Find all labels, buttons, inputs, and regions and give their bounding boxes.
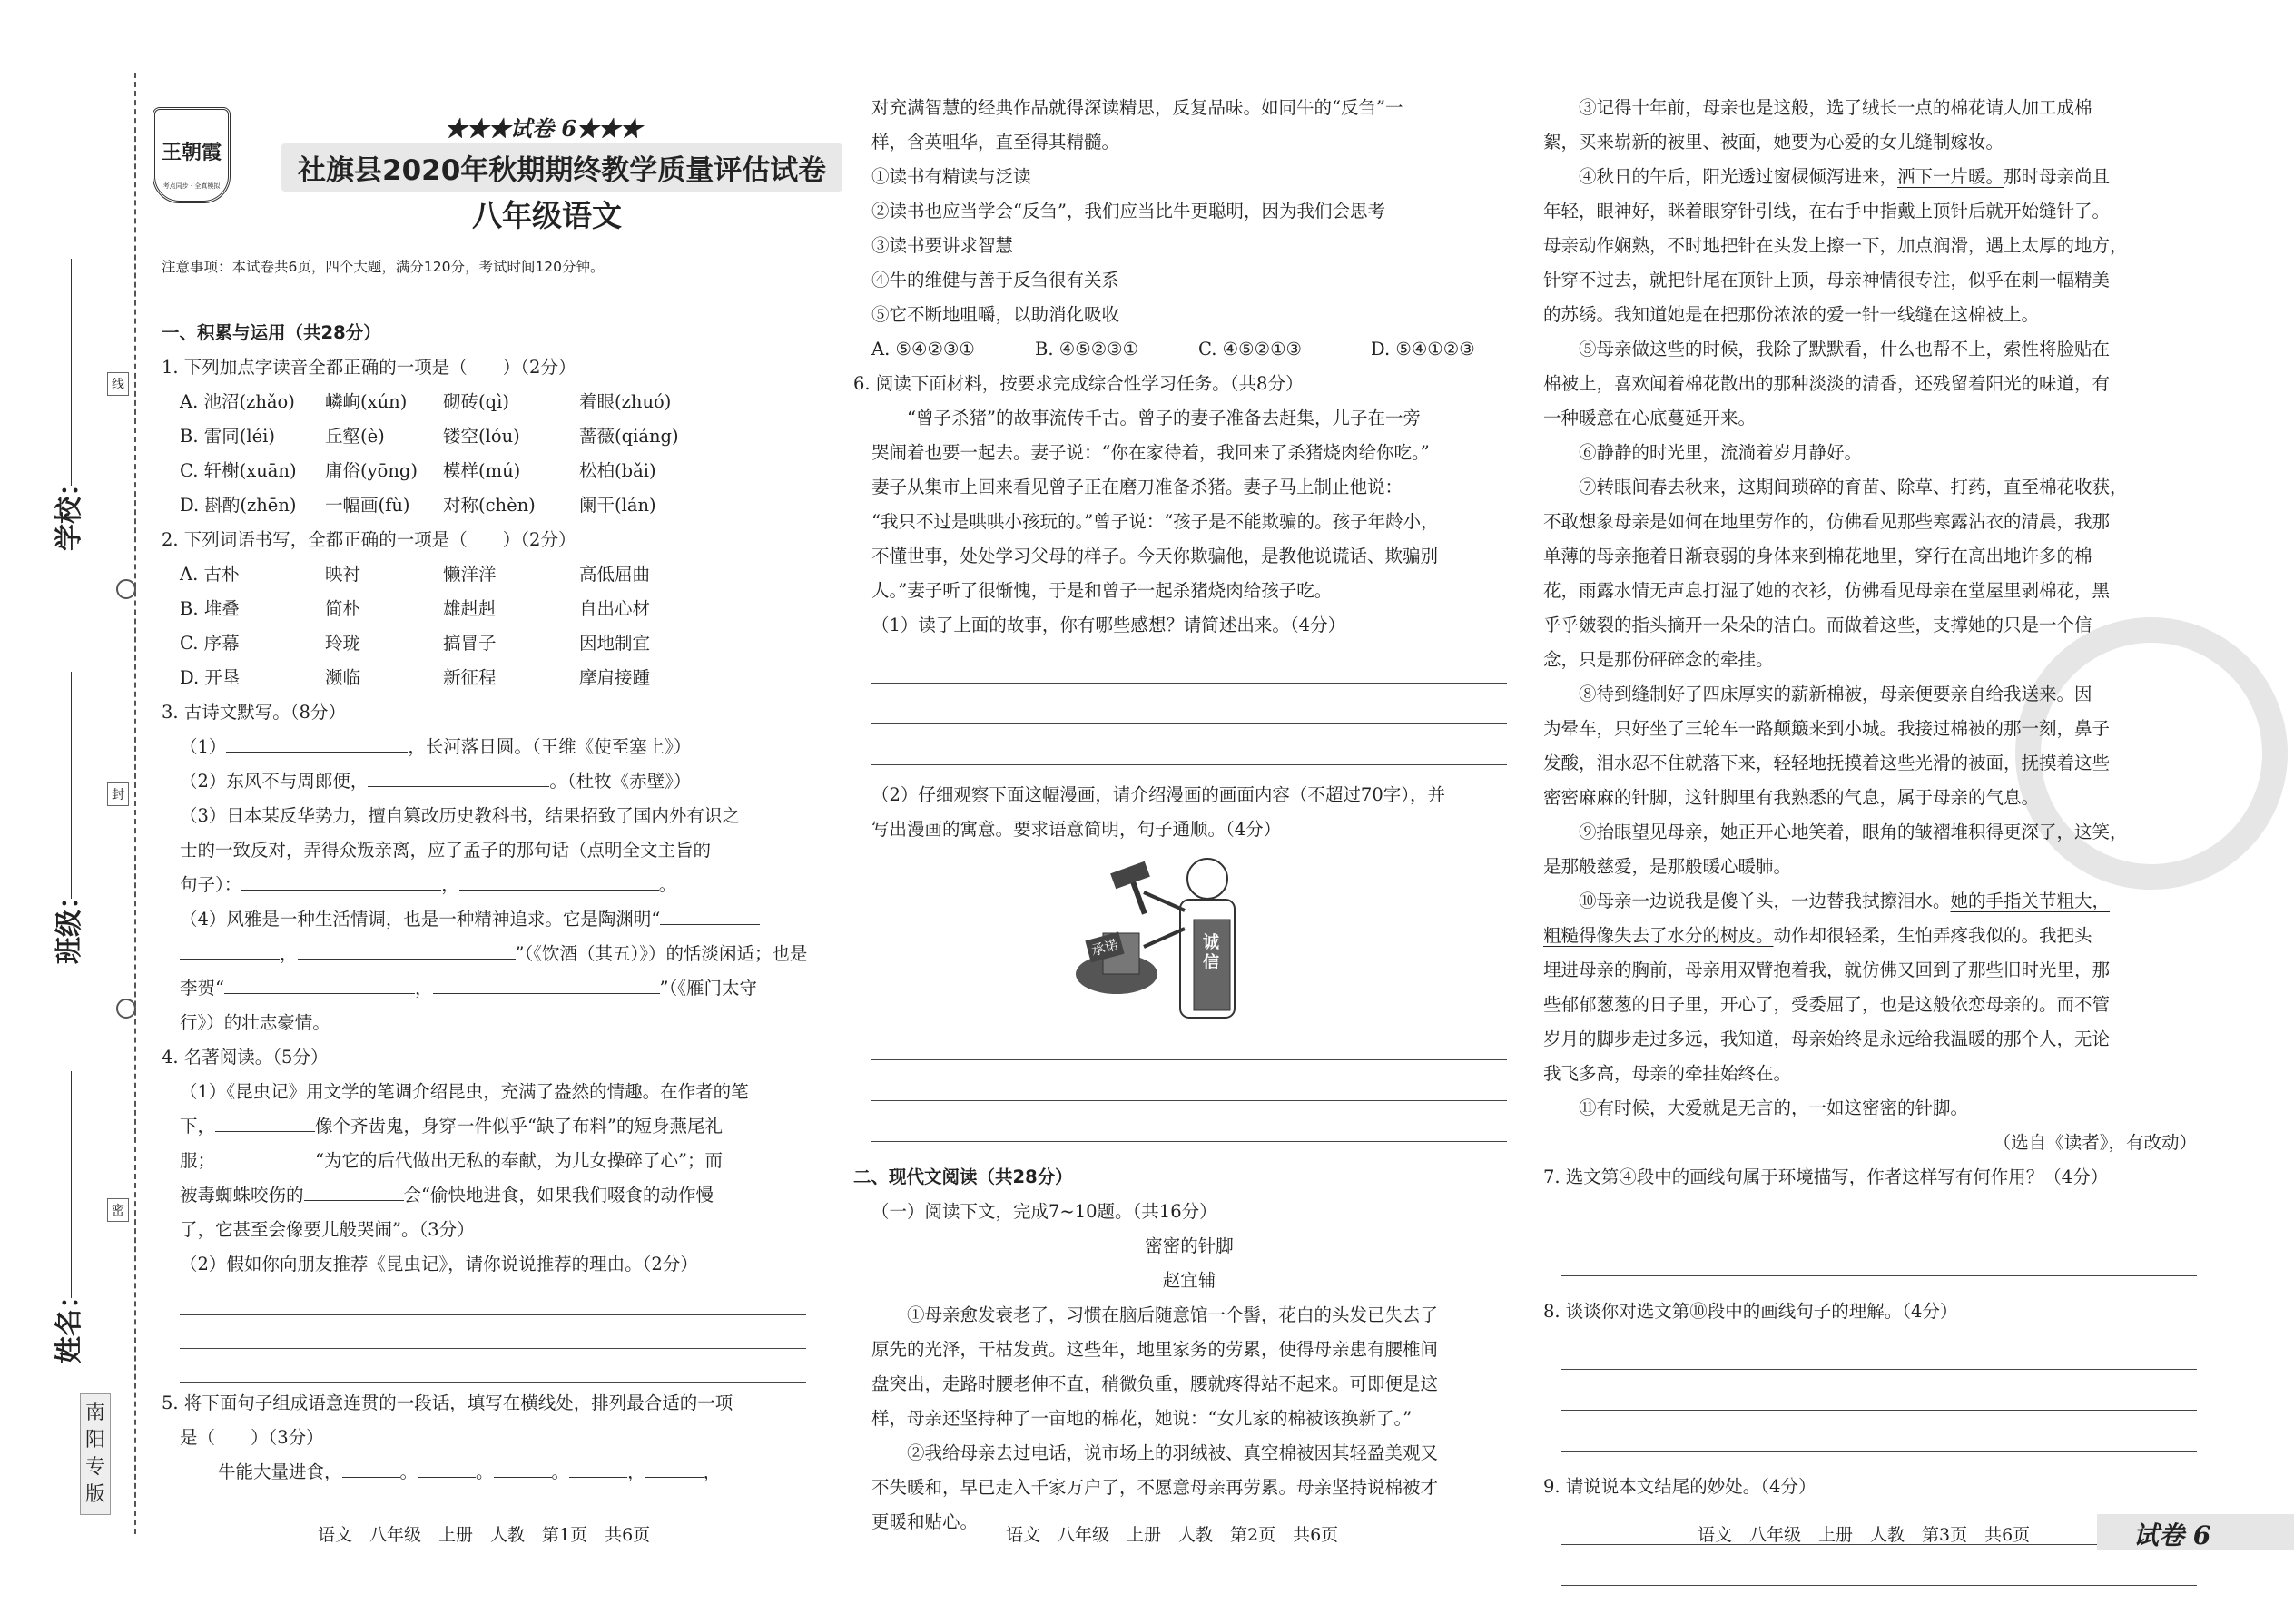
q4-line2: 下， 像个齐齿鬼，身穿一件似乎“缺了布料”的短身燕尾礼 [180, 1109, 806, 1144]
q5-stem2: 是（ ）（3分） [180, 1427, 324, 1448]
cut-line [134, 73, 136, 1534]
q3-line3: （3）日本某反华势力，擅自篡改历史教科书，结果招致了国内外有识之 [180, 805, 740, 826]
q5-items [871, 160, 1507, 332]
answer-line[interactable] [1561, 1329, 2197, 1370]
seal-circle [116, 999, 136, 1019]
answer-blank[interactable] [226, 730, 408, 753]
essay-author: 赵宜辅 [1162, 1270, 1216, 1291]
answer-line[interactable] [180, 1315, 806, 1349]
q3-line3c: 句子）： ， 。 [180, 868, 806, 902]
name-label: 姓名： [54, 1282, 85, 1363]
page2-column [853, 91, 1507, 1540]
q7: 7. 选文第④段中的画线句属于环境描写，作者这样写有何作用？（4分） [1543, 1166, 2109, 1187]
notice: 注意事项：本试卷共6页，四个大题，满分120分，考试时间120分钟。 [162, 259, 605, 275]
answer-blank[interactable] [298, 937, 516, 960]
q3-line1: （1） ，长河落日圆。（王维《使至塞上》） [180, 730, 806, 764]
answer-line[interactable] [871, 1060, 1507, 1101]
answer-blank[interactable] [459, 868, 659, 891]
footer-page2: 语文 八年级 上册 人教 第2页 共6页 [1006, 1525, 1339, 1545]
exam-tag: ★★★试卷 6★★★ [445, 115, 643, 142]
school-label: 学校： [54, 469, 85, 551]
seal-text-3: 密 [107, 1198, 129, 1222]
choice: A. ⑤④②③① [871, 339, 975, 359]
q3-line4: （4）风雅是一种生活情调，也是一种精神追求。它是陶渊明“ [180, 902, 806, 937]
q8: 8. 谈谈你对选文第⑩段中的画线句子的理解。（4分） [1543, 1301, 1958, 1322]
q6-stem: 6. 阅读下面材料，按要求完成综合性学习任务。（共8分） [853, 373, 1304, 394]
q3-line4c: 李贺“ ， ”（《雁门太守 [180, 971, 806, 1006]
q2-stem: 2. 下列词语书写，全都正确的一项是（ ）（2分） [162, 529, 576, 550]
class-label: 班级： [54, 882, 85, 964]
essay-p9: ⑨抬眼望见母亲，她正开心地笑着，眼角的皱褶堆积得更深了，这笑， 是那般慈爱，是那般暖心暖肺。 [1543, 822, 2128, 877]
q6-passage: “曾子杀猪”的故事流传千古。曾子的妻子准备去赶集，儿子在一旁 哭闹着也要一起去。妻子说：“你在家待着，我回来了杀猪烧肉给你吃。” 妻子从集市上回来看见曾子正在磨刀准备杀猪。妻子马上制止他说： “我只不过是哄哄小孩玩的。”曾子说：“孩子是不能欺骗的。孩子年龄小， 不懂世事，处处学习父母的样子。今天你欺骗他，是教他说谎话、欺骗别 人。”妻子听了很惭愧，于是和曾子一起杀猪烧肉给孩子吃。 [871, 408, 1439, 601]
option-row: D. 斟酌(zhēn) 一幅画(fù) 对称(chèn) 阑干(lán) [180, 495, 656, 516]
page1-column [162, 316, 806, 1490]
answer-blank[interactable] [494, 1455, 552, 1478]
q5-item: ①读书有精读与泛读 [871, 166, 1031, 187]
part1-heading: 一、积累与运用（共28分） [162, 322, 381, 343]
q5-stem: 5. 将下面句子组成语意连贯的一段话，填写在横线处，排列最合适的一项 [162, 1393, 733, 1413]
edition-tag: 南阳专版 [80, 1393, 111, 1515]
school-field[interactable] [53, 259, 93, 549]
logo-sub: 考点同步 · 全真模拟 [162, 182, 221, 190]
answer-line[interactable] [180, 1349, 806, 1383]
answer-line[interactable] [871, 724, 1507, 765]
answer-blank[interactable] [215, 1109, 315, 1132]
choice: D. ⑤④①②③ [1371, 339, 1475, 359]
choice: C. ④⑤②①③ [1198, 339, 1303, 359]
q4-line3: 服； “为它的后代做出无私的奉献，为儿女操碎了心”；而 [180, 1144, 806, 1178]
answer-blank[interactable] [224, 971, 415, 994]
underlined-sentence: 洒下一片暖。 [1897, 166, 2004, 187]
exam-title: 社旗县2020年秋期期终教学质量评估试卷 [281, 143, 842, 192]
essay-p10: ⑩母亲一边说我是傻丫头，一边替我拭擦泪水。她的手指关节粗大， 粗糙得像失去了水分的树皮。动作却很轻柔，生怕弄疼我似的。我把头 埋进母亲的胸前，母亲用双臂抱着我，就仿佛又回到了那些旧时光里，那 些郁郁葱葱的日子里，开心了，受委屈了，也是这般依恋母亲的。而不管 岁月的脚步走过多远，我知道，母亲始终是永远给我温暖的那个人，无论 我飞多高，母亲的牵挂始终在。 [1543, 891, 2111, 1084]
answer-line[interactable] [871, 643, 1507, 684]
answer-line[interactable] [1561, 1195, 2197, 1235]
essay-p6: ⑥静静的时光里，流淌着岁月静好。 [1579, 442, 1863, 463]
q4-line1: （1）《昆虫记》用文学的笔调介绍昆虫，充满了盎然的情趣。在作者的笔 [180, 1081, 749, 1102]
q3-line4b: ， ”（《饮酒（其五）》）的恬淡闲适；也是 [180, 937, 806, 971]
answer-blank[interactable] [180, 937, 280, 960]
cartoon-label-promise: 承诺 [1085, 932, 1124, 963]
essay-p1: ①母亲愈发衰老了，习惯在脑后随意馆一个髻，花白的头发已失去了 原先的光泽，干枯发黄。这些年，地里家务的劳累，使得母亲患有腰椎间 盘突出，走路时腰老伸不直，稍微负重，腰就疼得站不起来。可即便是这 样，母亲还坚持种了一亩地的棉花，她说：“女儿家的棉被该换新了。” [871, 1304, 1439, 1429]
option-row: C. 轩榭(xuān) 庸俗(yōng) 模样(mú) 松柏(bǎi) [180, 460, 656, 481]
q4-stem: 4. 名著阅读。（5分） [162, 1047, 329, 1068]
part2-sub: （一）阅读下文，完成7~10题。（共16分） [871, 1201, 1217, 1222]
cartoon [871, 847, 1507, 1029]
q5-line1: 牛能大量进食， 。 。 。 ， ， [162, 1455, 806, 1490]
cartoon-label-integrity: 诚信 [1203, 933, 1219, 972]
essay-p5: ⑤母亲做这些的时候，我除了默默看，什么也帮不上，索性将脸贴在 棉被上，喜欢闻着棉花散出的那种淡淡的清香，还残留着阳光的味道，有 一种暖意在心底蔓延开来。 [1543, 339, 2111, 428]
class-field[interactable] [53, 672, 93, 962]
answer-line[interactable] [1561, 1411, 2197, 1452]
footer-page3: 语文 八年级 上册 人教 第3页 共6页 [1698, 1525, 2031, 1545]
q5-item: ②读书也应当学会“反刍”，我们应当比牛更聪明，因为我们会思考 [871, 201, 1385, 221]
seal-text-2: 封 [107, 782, 129, 806]
page3-column [1543, 91, 2197, 1586]
answer-line[interactable] [1561, 1545, 2197, 1586]
q4-line6: （2）假如你向朋友推荐《昆虫记》，请你说说推荐的理由。（2分） [180, 1254, 698, 1275]
q6-sub2b: 写出漫画的寓意。要求语意简明，句子通顺。（4分） [871, 819, 1282, 840]
q6-sub2: （2）仔细观察下面这幅漫画，请介绍漫画的画面内容（不超过70字），并 [871, 784, 1445, 805]
logo [153, 107, 231, 203]
answer-blank[interactable] [433, 971, 660, 994]
answer-line[interactable] [1561, 1370, 2197, 1411]
exam-subtitle: 八年级语文 [472, 198, 622, 233]
option-row: A. 古朴 映衬 懒洋洋 高低屈曲 [180, 564, 651, 585]
option-row: A. 池沼(zhǎo) 嶙峋(xún) 砌砖(qì) 着眼(zhuó) [180, 391, 672, 412]
answer-line[interactable] [871, 684, 1507, 724]
answer-blank[interactable] [418, 1455, 476, 1478]
underlined-sentence: 粗糙得像失去了水分的树皮。 [1543, 925, 1774, 946]
q3-line2: （2）东风不与周郎便， 。（杜牧《赤壁》） [180, 764, 806, 799]
q2-options [162, 557, 806, 695]
q3-line3b: 士的一致反对，弄得众叛亲离，应了孟子的那句话（点明全文主旨的 [180, 840, 712, 861]
q4-line5: 了，它甚至会像要儿般哭闹”。（3分） [180, 1219, 475, 1240]
essay-p8: ⑧待到缝制好了四床厚实的薪新棉被，母亲便要亲自给我送来。因 为晕车，只好坐了三轮车一路颠簸来到小城。我接过棉被的那一刻，鼻子 发酸，泪水忍不住就落下来，轻轻地抚摸着这些光滑的被面，抚摸着这些 密密麻麻的针脚，这针脚里有我熟悉的气息，属于母亲的气息。 [1543, 684, 2111, 808]
seal-text-1: 线 [107, 372, 129, 396]
answer-blank[interactable] [645, 1455, 704, 1478]
footer-exam-tag: 试卷 6 [2097, 1514, 2294, 1550]
q3-line4d: 行》）的壮志豪情。 [180, 1012, 330, 1033]
essay-title: 密密的针脚 [1145, 1235, 1234, 1256]
essay-source: （选自《读者》，有改动） [1993, 1132, 2197, 1153]
q6-sub1: （1）读了上面的故事，你有哪些感想？请简述出来。（4分） [871, 615, 1346, 635]
answer-blank[interactable] [368, 764, 549, 787]
q1-stem: 1. 下列加点字读音全都正确的一项是（ ）（2分） [162, 357, 576, 378]
essay-p2: ②我给母亲去过电话，说市场上的羽绒被、真空棉被因其轻盈美观又 不失暖和，早已走入千家万户了，不愿意母亲再劳累。母亲坚持说棉被才 更暖和贴心。 [871, 1442, 1439, 1532]
essay-p4: ④秋日的午后，阳光透过窗棂倾泻进来，洒下一片暖。那时母亲尚且 年轻，眼神好，眯着眼穿针引线，在右手中指戴上顶针后就开始缝针了。 母亲动作娴熟，不时地把针在头发上擦一下，加点润滑，遇上太厚的地方， 针穿不过去，就把针尾在顶针上顶，母亲神情很专注，似乎在刺一幅精美 的苏绣。我知道她是在把那份浓浓的爱一针一线缝在这棉被上。 [1543, 166, 2128, 325]
answer-blank[interactable] [304, 1178, 404, 1201]
q5-line3: 样，含英咀华，直至得其精髓。 [871, 132, 1120, 153]
choice: B. ④⑤②③① [1035, 339, 1139, 359]
answer-blank[interactable] [215, 1144, 315, 1166]
option-row: B. 雷同(léi) 丘壑(è) 镂空(lóu) 蔷薇(qiáng) [180, 426, 679, 447]
essay-p7: ⑦转眼间春去秋来，这期间琐碎的育苗、除草、打药，直至棉花收获， 不敢想象母亲是如何在地里劳作的，仿佛看见那些寒露沾衣的清晨，我那 单薄的母亲拖着日渐衰弱的身体来到棉花地里，穿行在高出地许多的棉 花，雨露水情无声息打湿了她的衣衫，仿佛看见母亲在堂屋里剥棉花，黑 乎乎皴裂的指头摘开一朵朵的洁白。而做着这些，支撑她的只是一个信 念，只是那份砰碎念的牵挂。 [1543, 477, 2128, 670]
answer-blank[interactable] [569, 1455, 627, 1478]
q5-item: ⑤它不断地咀嚼，以助消化吸收 [871, 304, 1120, 325]
answer-line[interactable] [871, 1101, 1507, 1142]
name-field[interactable] [53, 1071, 93, 1362]
answer-blank[interactable] [342, 1455, 400, 1478]
seal-circle [116, 579, 136, 599]
q3-stem: 3. 古诗文默写。（8分） [162, 702, 346, 723]
answer-blank[interactable] [660, 902, 760, 925]
q5-line2: 对充满智慧的经典作品就得深读精思，反复品味。如同牛的“反刍”一 [871, 97, 1403, 118]
q5-item: ④牛的维健与善于反刍很有关系 [871, 270, 1120, 290]
q9: 9. 请说说本文结尾的妙处。（4分） [1543, 1476, 1816, 1497]
q5-choices [871, 332, 1507, 367]
answer-blank[interactable] [241, 868, 441, 891]
q1-options [162, 385, 806, 523]
answer-line[interactable] [180, 1282, 806, 1315]
essay-p11: ⑪有时候，大爱就是无言的，一如这密密的针脚。 [1579, 1097, 1969, 1118]
option-row: B. 堆叠 简朴 雄赳赳 自出心材 [180, 598, 651, 619]
underlined-sentence: 她的手指关节粗大， [1950, 891, 2111, 911]
footer-page1: 语文 八年级 上册 人教 第1页 共6页 [318, 1525, 651, 1545]
option-row: D. 开垦 濒临 新征程 摩肩接踵 [180, 667, 651, 688]
logo-text: 王朝霞 [161, 141, 222, 164]
q4-line4: 被毒蜘蛛咬伤的 会“偷快地进食，如果我们啜食的动作慢 [180, 1178, 806, 1213]
answer-line[interactable] [1561, 1235, 2197, 1276]
option-row: C. 序幕 玲珑 搞冒子 因地制宜 [180, 633, 651, 654]
binding-strip [0, 0, 145, 1624]
part2-heading: 二、现代文阅读（共28分） [853, 1166, 1073, 1187]
essay-p3: ③记得十年前，母亲也是这般，选了绒长一点的棉花请人加工成棉 絮，买来崭新的被里、被面，她要为心爱的女儿缝制嫁妆。 [1543, 97, 2092, 153]
q5-item: ③读书要讲求智慧 [871, 235, 1014, 256]
